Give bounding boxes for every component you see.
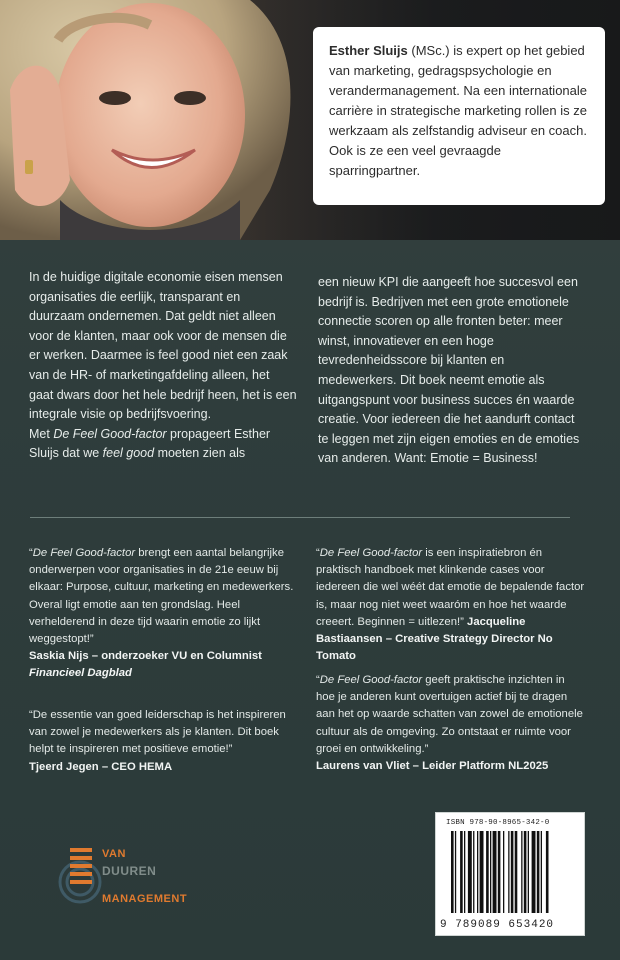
quote-4-author: Laurens van Vliet – Leider Platform NL2025	[316, 760, 549, 773]
divider-line	[30, 517, 570, 518]
blurb-left-column	[29, 268, 297, 464]
quote-1-author: Saskia Nijs – onderzoeker VU en Columnist	[29, 650, 262, 663]
publisher-name-line-2: DUUREN	[102, 864, 157, 878]
endorsement-quote-1	[29, 545, 299, 683]
isbn-text: ISBN 978-90-8965-342-0	[446, 819, 550, 827]
quote-4-text: “De Feel Good-factor geeft praktische inzichten in hoe je anderen kunt overtuigen actief bij te dragen aan het op waarde schatten van zowel de emotionele cultuur als de omgeving. Zo ontstaat er ruimte voor groei en ontwikkeling.”	[316, 674, 583, 755]
barcode-bars	[451, 831, 573, 913]
publisher-name-line-1: VAN	[102, 848, 126, 860]
blurb-right-column	[318, 273, 586, 469]
publisher-name-line-3: MANAGEMENT	[102, 893, 188, 905]
author-name: Esther Sluijs	[329, 43, 408, 58]
endorsement-quote-3	[316, 545, 586, 665]
quote-2-text: “De essentie van goed leiderschap is het inspireren van zowel je medewerkers als je klanten. Dit boek helpt te inspireren met positieve emotie!”	[29, 709, 286, 756]
barcode-digits: 9 789089 653420	[440, 919, 555, 931]
author-bio-text: (MSc.) is expert op het gebied van marketing, gedragspsychologie en verandermanagement. Na een internationale carrière in strategische marketing rollen is ze werkzaam als zelfstandig adviseur en coach. Ook is ze een veel gevraagde sparringpartner.	[329, 43, 588, 178]
endorsement-quote-2	[29, 707, 299, 776]
endorsement-quote-4	[316, 672, 586, 775]
quote-2-author: Tjeerd Jegen – CEO HEMA	[29, 760, 173, 773]
quote-3-text: “De Feel Good-factor is een inspiratiebron én praktisch handboek met klinkende cases voor iedereen die wel wéét dat emotie de bepalende factor is, maar nog niet weet waaróm en hoe het waarde creeert. Beginnen = uitlezen!” Jacqueline Bastiaansen – Creative Strategy Director No Tomato	[316, 547, 585, 663]
quote-1-author-publication: Financieel Dagblad	[29, 667, 132, 680]
publisher-logo	[58, 840, 218, 920]
author-bio-card	[313, 27, 605, 205]
quote-1-text: “De Feel Good-factor brengt een aantal belangrijke onderwerpen voor organisaties in de 21e eeuw bij elkaar: Purpose, cultuur, marketing en medewerkers. Overal ligt emotie aan ten grondslag. Heel verhelderend in deze tijd waarin emotie zo lijkt weggestopt!”	[29, 547, 294, 646]
blurb-left-paragraph-2: Met De Feel Good-factor propageert Esther Sluijs dat we feel good moeten zien als	[29, 426, 271, 461]
isbn-barcode	[435, 812, 585, 936]
blurb-right-paragraph: een nieuw KPI die aangeeft hoe succesvol een bedrijf is. Bedrijven met een grote emotionele connectie scoren op alle fronten beter: meer winst, innovatiever en een hoge tevredenheidsscore bij klanten en medewerkers. Dit boek neemt emotie als uitgangspunt voor business succes én waarde creatie. Voor iedereen die het aandurft contact te leggen met zijn eigen emoties en de emoties van anderen. Want: Emotie = Business!	[318, 275, 580, 466]
blurb-left-paragraph-1: In de huidige digitale economie eisen mensen organisaties die eerlijk, transparant en duurzaam ondernemen. Dat geldt niet alleen voor de klanten, maar ook voor de mensen die er werken. Daarmee is feel good niet een zaak van de HR- of marketingafdeling alleen, het gaat dwars door het hele bedrijf heen, het is een integrale visie op bedrijfsvoering.	[29, 270, 297, 422]
